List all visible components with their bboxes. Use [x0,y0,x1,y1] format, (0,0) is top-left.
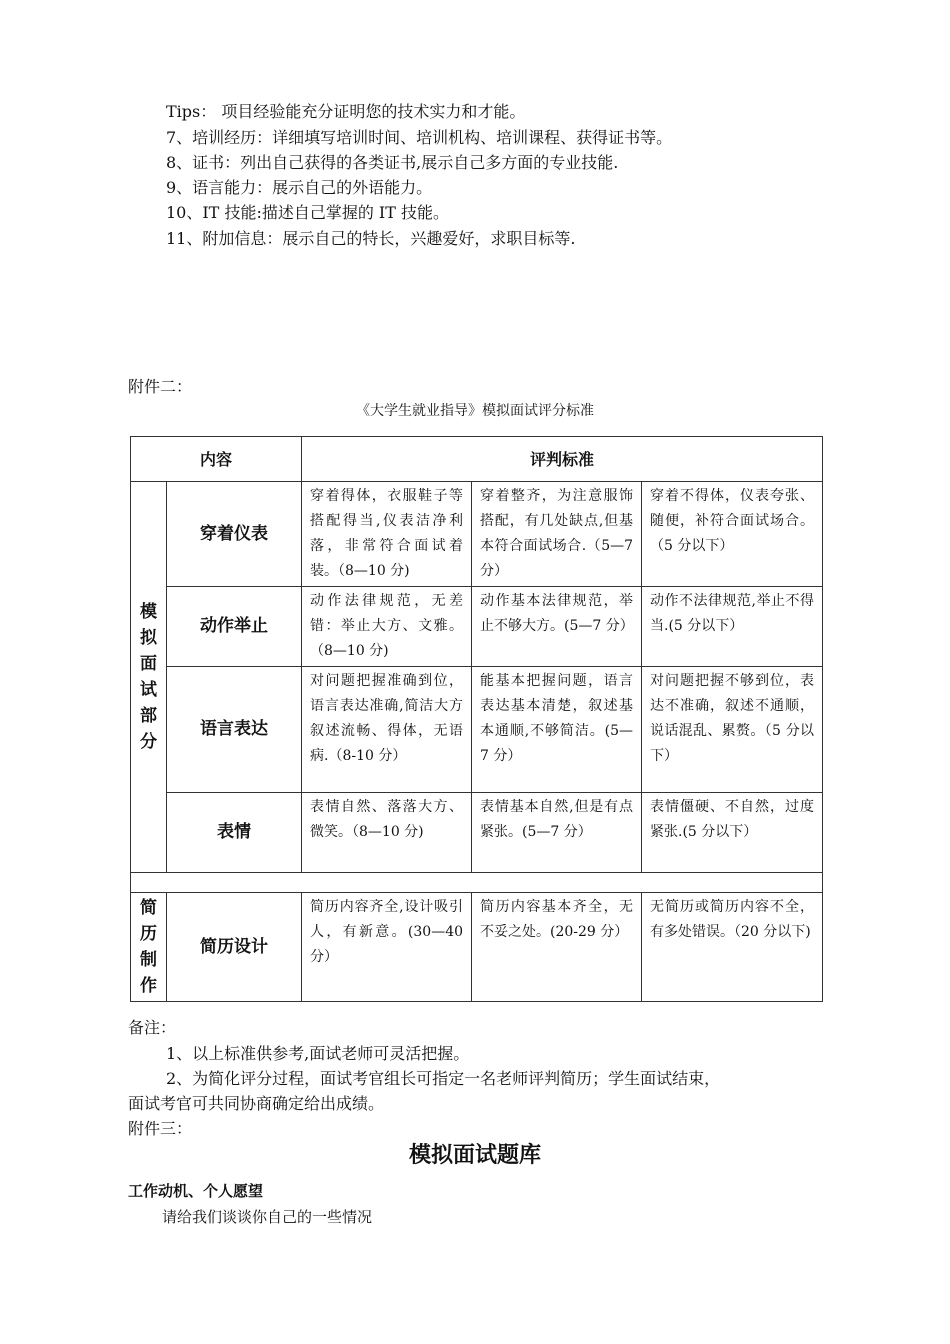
row-head-attire: 穿着仪表 [167,482,302,587]
section-resume: 简 历 制 作 [131,893,167,1002]
table-spacer-row [131,873,823,893]
cell-behavior-high: 动作法律规范，无差错：举止大方、文雅。（8—10 分) [302,587,472,667]
cell-attire-low: 穿着不得体，仪表夸张、随便，补符合面试场合。（5 分以下） [642,482,823,587]
list-item-10: 10、IT 技能:描述自己掌握的 IT 技能。 [166,203,449,222]
cell-attire-mid: 穿着整齐，为注意服饰搭配，有几处缺点,但基本符合面试场合.（5—7 分） [472,482,642,587]
header-criteria: 评判标准 [302,437,823,482]
first-question: 请给我们谈谈你自己的一些情况 [162,1208,373,1226]
cell-language-high: 对问题把握准确到位，语言表达准确,简洁大方叙述流畅、得体，无语病.（8-10 分） [302,667,472,793]
row-head-behavior: 动作举止 [167,587,302,667]
tips-line: Tips： 项目经验能充分证明您的技术实力和才能。 [166,102,526,121]
cell-expression-mid: 表情基本自然,但是有点紧张。(5—7 分） [472,793,642,873]
attachment-3-label: 附件三： [128,1119,193,1138]
cell-attire-high: 穿着得体，衣服鞋子等搭配得当,仪表洁净利落，非常符合面试着装。（8—10 分) [302,482,472,587]
table-header-row [131,437,823,482]
cell-resume-low: 无简历或简历内容不全，有多处错误。（20 分以下) [642,893,823,1002]
cell-language-low: 对问题把握不够到位，表达不准确，叙述不通顺，说话混乱、累赘。（5 分以下） [642,667,823,793]
table-row [131,482,823,587]
header-content: 内容 [131,437,302,482]
table-row [131,893,823,1002]
cell-resume-high: 简历内容齐全,设计吸引人，有新意。(30—40 分） [302,893,472,1002]
attachment-2-label: 附件二： [128,377,193,396]
table-row [131,667,823,793]
scoring-table [130,436,823,1002]
table-caption: 《大学生就业指导》模拟面试评分标准 [356,403,594,419]
list-item-9: 9、语言能力：展示自己的外语能力。 [166,178,433,197]
cell-expression-high: 表情自然、落落大方、微笑。（8—10 分) [302,793,472,873]
row-head-language: 语言表达 [167,667,302,793]
question-bank-title: 模拟面试题库 [408,1143,541,1168]
note-item-2-cont: 面试考官可共同协商确定给出成绩。 [128,1094,385,1113]
note-item-1: 1、以上标准供参考,面试老师可灵活把握。 [166,1044,470,1063]
table-row [131,793,823,873]
note-item-2: 2、为简化评分过程，面试考官组长可指定一名老师评判简历；学生面试结束， [166,1069,721,1088]
cell-behavior-low: 动作不法律规范,举止不得当.(5 分以下） [642,587,823,667]
list-item-11: 11、附加信息：展示自己的特长，兴趣爱好，求职目标等. [166,229,576,248]
table-row [131,587,823,667]
list-item-8: 8、证书：列出自己获得的各类证书,展示自己多方面的专业技能. [166,153,619,172]
list-item-7: 7、培训经历：详细填写培训时间、培训机构、培训课程、获得证书等。 [166,128,673,147]
cell-language-mid: 能基本把握问题，语言表达基本清楚，叙述基本通顺,不够简洁。(5—7 分） [472,667,642,793]
cell-behavior-mid: 动作基本法律规范，举止不够大方。(5—7 分） [472,587,642,667]
section-mock-interview: 模 拟 面 试 部 分 [131,482,167,873]
cell-expression-low: 表情僵硬、不自然，过度紧张.(5 分以下） [642,793,823,873]
cell-resume-mid: 简历内容基本齐全，无不妥之处。(20-29 分） [472,893,642,1002]
row-head-resume-design: 简历设计 [167,893,302,1002]
section-heading: 工作动机、个人愿望 [128,1182,264,1200]
row-head-expression: 表情 [167,793,302,873]
notes-label: 备注： [128,1018,177,1037]
spacer-cell [131,873,823,893]
